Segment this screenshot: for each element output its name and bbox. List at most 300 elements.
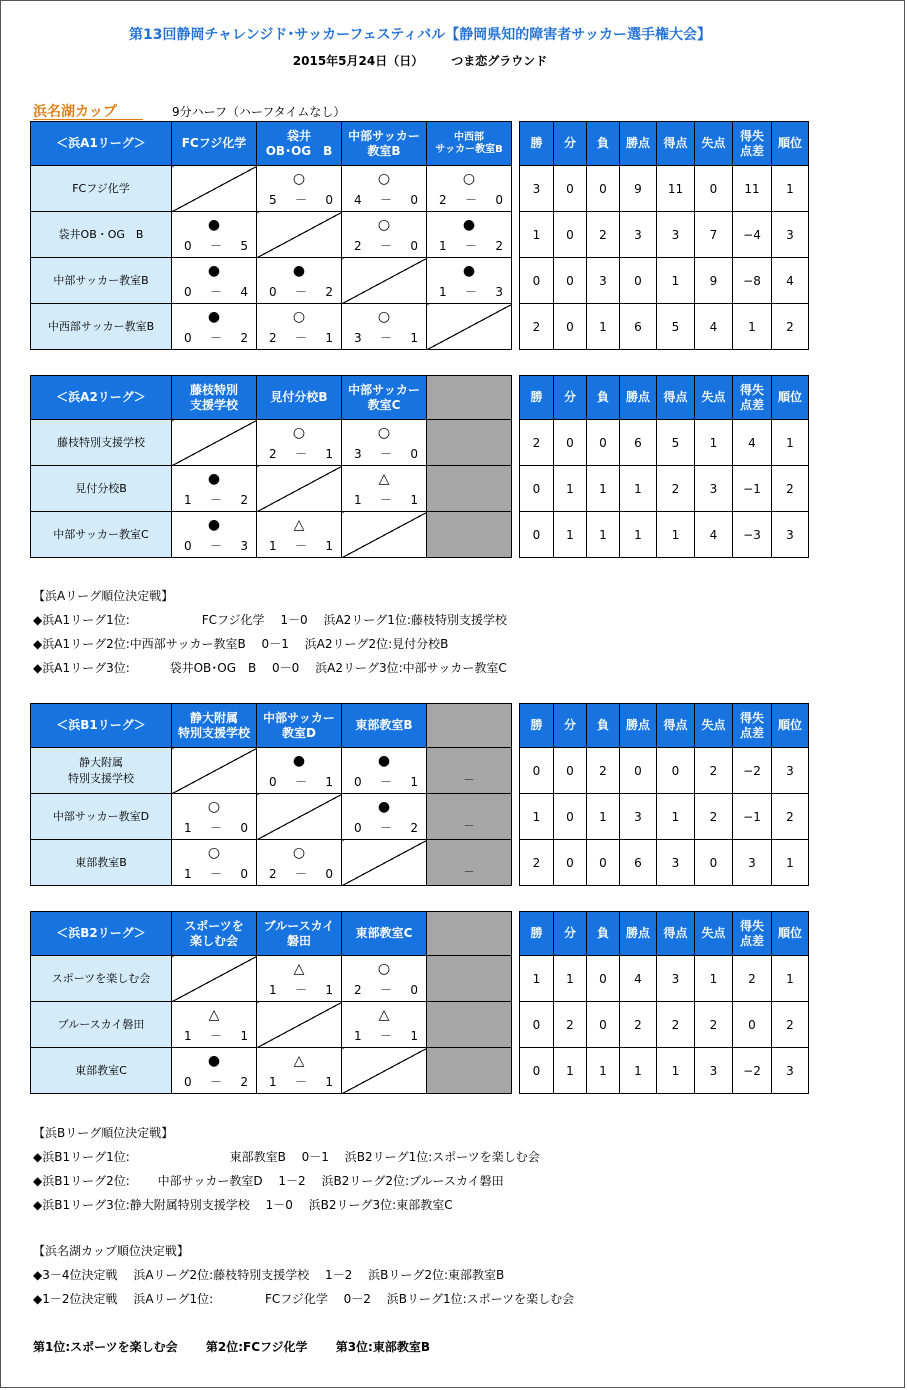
stat-value: 0 — [554, 840, 587, 886]
team-row — [31, 258, 809, 304]
match-score — [257, 861, 341, 881]
stat-value: 0 — [587, 956, 620, 1002]
stat-value: 0 — [554, 420, 587, 466]
match-result — [257, 258, 342, 304]
self-match-diagonal — [257, 466, 342, 512]
team-name: 東部教室B — [31, 840, 172, 886]
score-for: 2 — [354, 982, 362, 997]
column-gap — [512, 420, 520, 466]
stat-value: 1 — [695, 956, 733, 1002]
match-result — [342, 212, 427, 258]
stat-column-header: 得失 点差 — [733, 122, 772, 166]
stat-value: 3 — [657, 956, 695, 1002]
stat-value: 0 — [554, 794, 587, 840]
stat-value: 4 — [620, 956, 657, 1002]
team-name: 中部サッカー教室C — [31, 512, 172, 558]
b-playoff-title: 【浜Bリーグ順位決定戦】 — [33, 1126, 174, 1140]
stat-value: −1 — [733, 794, 772, 840]
score-against: 3 — [240, 538, 248, 553]
result-mark: ● — [377, 798, 391, 815]
match-score — [427, 233, 511, 253]
match-score — [172, 1023, 256, 1043]
score-separator: － — [294, 538, 307, 553]
score-for: 1 — [269, 982, 277, 997]
result-mark: △ — [293, 960, 305, 977]
stat-value: −3 — [733, 512, 772, 558]
stat-value: 3 — [657, 840, 695, 886]
result-mark: ○ — [377, 308, 391, 325]
cup-playoff-row: ◆3－4位決定戦 浜Aリーグ2位:藤枝特別支援学校 1－2 浜Bリーグ2位:東部教室B — [33, 1268, 505, 1282]
score-against: 0 — [240, 820, 248, 835]
score-separator: － — [209, 330, 222, 345]
stat-column-header: 失点 — [695, 704, 733, 748]
match-score — [342, 187, 426, 207]
column-gap — [512, 512, 520, 558]
match-score — [342, 487, 426, 507]
stat-value: 2 — [772, 1002, 809, 1048]
opponent-column-header: 中部サッカー 教室B — [342, 122, 427, 166]
stat-column-header: 得点 — [657, 912, 695, 956]
score-for: 1 — [184, 820, 192, 835]
column-gap — [512, 748, 520, 794]
stat-value: 5 — [657, 304, 695, 350]
self-match-diagonal — [257, 212, 342, 258]
match-result — [172, 1002, 257, 1048]
score-separator: － — [379, 1028, 392, 1043]
stat-value: 3 — [620, 794, 657, 840]
match-result — [172, 212, 257, 258]
score-against: 2 — [240, 492, 248, 507]
team-name: ブルースカイ磐田 — [31, 1002, 172, 1048]
empty-cell — [427, 1002, 512, 1048]
column-gap — [512, 376, 520, 420]
stat-value: 1 — [620, 1048, 657, 1094]
match-score — [342, 769, 426, 789]
a-playoff-section — [33, 584, 507, 680]
score-separator: － — [379, 492, 392, 507]
team-name: 静大附属 特別支援学校 — [31, 748, 172, 794]
match-score — [257, 441, 341, 461]
team-name: 見付分校B — [31, 466, 172, 512]
stat-value: 1 — [620, 466, 657, 512]
stat-value: 0 — [587, 166, 620, 212]
league-header-row — [31, 376, 809, 420]
score-against: 0 — [240, 866, 248, 881]
match-score — [172, 325, 256, 345]
score-against: 1 — [325, 446, 333, 461]
match-result — [427, 166, 512, 212]
stat-value: 2 — [772, 304, 809, 350]
score-against: 0 — [410, 982, 418, 997]
score-against: 1 — [325, 1074, 333, 1089]
stat-value: 3 — [695, 1048, 733, 1094]
stat-value: 1 — [657, 1048, 695, 1094]
stat-value: 3 — [620, 212, 657, 258]
a-playoff-row: ◆浜A1リーグ2位:中西部サッカー教室B 0－1 浜A2リーグ2位:見付分校B — [33, 637, 449, 651]
score-separator: － — [379, 774, 392, 789]
score-for: 1 — [439, 238, 447, 253]
score-for: 0 — [184, 1074, 192, 1089]
team-name: 中西部サッカー教室B — [31, 304, 172, 350]
self-match-diagonal — [342, 512, 427, 558]
stat-value: 1 — [695, 420, 733, 466]
opponent-column-header: 袋井 OB･OG B — [257, 122, 342, 166]
empty-cell — [427, 466, 512, 512]
self-match-diagonal — [257, 1002, 342, 1048]
match-score — [257, 187, 341, 207]
score-separator: － — [294, 284, 307, 299]
match-result — [172, 512, 257, 558]
score-separator: － — [294, 330, 307, 345]
match-score — [172, 533, 256, 553]
match-score — [342, 441, 426, 461]
stat-column-header: 順位 — [772, 122, 809, 166]
score-for: 0 — [269, 774, 277, 789]
result-mark: △ — [293, 1052, 305, 1069]
stat-value: 1 — [772, 166, 809, 212]
stat-value: 0 — [520, 1048, 554, 1094]
cup-title-underline — [33, 119, 143, 120]
match-score — [427, 279, 511, 299]
empty-cell — [427, 748, 512, 794]
team-name: FCフジ化学 — [31, 166, 172, 212]
event-date: 2015年5月24日（日） — [292, 54, 424, 68]
a-playoff-row: ◆浜A1リーグ1位: FCフジ化学 1－0 浜A2リーグ1位:藤枝特別支援学校 — [33, 613, 507, 627]
match-score — [342, 1023, 426, 1043]
stat-value: 4 — [695, 304, 733, 350]
column-gap — [512, 1002, 520, 1048]
self-match-diagonal — [172, 166, 257, 212]
stat-value: 1 — [520, 794, 554, 840]
page-title: 第13回静岡チャレンジド･サッカーフェスティバル【静岡県知的障害者サッカー選手権大会】 — [129, 27, 711, 43]
score-separator: － — [379, 238, 392, 253]
result-mark: ○ — [207, 844, 221, 861]
column-gap — [512, 912, 520, 956]
stat-value: 1 — [587, 794, 620, 840]
score-against: 2 — [495, 238, 503, 253]
stat-value: 2 — [587, 748, 620, 794]
score-separator: － — [209, 284, 222, 299]
stat-value: 3 — [520, 166, 554, 212]
stat-value: −2 — [733, 1048, 772, 1094]
stat-value: 4 — [733, 420, 772, 466]
match-score — [427, 187, 511, 207]
stat-value: 1 — [657, 512, 695, 558]
score-separator: － — [209, 238, 222, 253]
opponent-column-header: 中部サッカー 教室D — [257, 704, 342, 748]
stat-value: 1 — [587, 512, 620, 558]
result-mark: ● — [207, 262, 221, 279]
league-table — [30, 911, 809, 1094]
cup-playoff-row: ◆1－2位決定戦 浜Aリーグ1位: FCフジ化学 0－2 浜Bリーグ1位:スポーツを楽しむ会 — [33, 1292, 575, 1306]
b-playoff-row: ◆浜B1リーグ1位: 東部教室B 0－1 浜B2リーグ1位:スポーツを楽しむ会 — [33, 1150, 540, 1164]
opponent-column-header: 藤枝特別 支援学校 — [172, 376, 257, 420]
stat-value: 0 — [733, 1002, 772, 1048]
stat-value: 2 — [520, 420, 554, 466]
result-mark: ● — [462, 262, 476, 279]
score-against: 1 — [325, 330, 333, 345]
match-score — [172, 861, 256, 881]
match-score — [257, 977, 341, 997]
league-header-row — [31, 912, 809, 956]
league-name: ＜浜B2リーグ＞ — [31, 912, 172, 956]
stat-value: −4 — [733, 212, 772, 258]
league-table — [30, 703, 809, 886]
team-row — [31, 1002, 809, 1048]
stat-value: 3 — [587, 258, 620, 304]
b-playoff-row: ◆浜B1リーグ2位: 中部サッカー教室D 1－2 浜B2リーグ2位:ブルースカイ磐田 — [33, 1174, 504, 1188]
score-for: 1 — [439, 284, 447, 299]
score-for: 3 — [354, 330, 362, 345]
stat-column-header: 分 — [554, 122, 587, 166]
result-mark: ● — [462, 216, 476, 233]
opponent-column-header: 東部教室C — [342, 912, 427, 956]
score-for: 2 — [439, 192, 447, 207]
score-separator: － — [294, 192, 307, 207]
empty-column-header — [427, 704, 512, 748]
match-result — [342, 794, 427, 840]
self-match-diagonal — [342, 258, 427, 304]
match-result — [257, 420, 342, 466]
score-against: 2 — [240, 330, 248, 345]
stat-value: 1 — [620, 512, 657, 558]
stat-value: 0 — [554, 212, 587, 258]
empty-cell — [427, 1048, 512, 1094]
score-against: 2 — [410, 820, 418, 835]
column-gap — [512, 794, 520, 840]
score-separator: － — [209, 1074, 222, 1089]
score-against: 2 — [240, 1074, 248, 1089]
stat-column-header: 得点 — [657, 122, 695, 166]
stat-value: 0 — [554, 748, 587, 794]
stat-value: 3 — [772, 512, 809, 558]
empty-column-header — [427, 376, 512, 420]
stat-value: 1 — [587, 466, 620, 512]
column-gap — [512, 304, 520, 350]
match-result — [342, 466, 427, 512]
result-mark: ○ — [377, 216, 391, 233]
empty-cell — [427, 512, 512, 558]
stat-value: −2 — [733, 748, 772, 794]
stat-value: 1 — [772, 956, 809, 1002]
stat-value: 9 — [695, 258, 733, 304]
stat-column-header: 分 — [554, 376, 587, 420]
stat-column-header: 勝 — [520, 704, 554, 748]
stat-value: 1 — [657, 258, 695, 304]
stat-column-header: 分 — [554, 704, 587, 748]
event-date-venue — [0, 52, 840, 69]
score-against: 5 — [240, 238, 248, 253]
team-row — [31, 956, 809, 1002]
match-result — [172, 258, 257, 304]
team-row — [31, 794, 809, 840]
stat-value: 3 — [772, 748, 809, 794]
opponent-column-header: FCフジ化学 — [172, 122, 257, 166]
stat-column-header: 勝点 — [620, 122, 657, 166]
opponent-column-header: 静大附属 特別支援学校 — [172, 704, 257, 748]
stat-column-header: 得点 — [657, 704, 695, 748]
stat-column-header: 得失 点差 — [733, 376, 772, 420]
result-mark: ○ — [377, 960, 391, 977]
result-mark: ● — [207, 1052, 221, 1069]
score-separator: － — [294, 866, 307, 881]
cup-playoff-section — [33, 1239, 574, 1311]
stat-value: 3 — [695, 466, 733, 512]
match-score — [257, 279, 341, 299]
match-result — [342, 1002, 427, 1048]
stat-value: 0 — [620, 258, 657, 304]
score-against: 1 — [240, 1028, 248, 1043]
stat-value: 3 — [733, 840, 772, 886]
stat-value: 0 — [520, 512, 554, 558]
score-against: 1 — [325, 982, 333, 997]
cup-title: 浜名湖カップ — [33, 104, 117, 120]
stat-column-header: 得失 点差 — [733, 704, 772, 748]
column-gap — [512, 258, 520, 304]
score-for: 5 — [269, 192, 277, 207]
column-gap — [512, 1048, 520, 1094]
score-against: 1 — [410, 1028, 418, 1043]
cup-playoff-title: 【浜名湖カップ順位決定戦】 — [33, 1244, 189, 1258]
score-for: 4 — [354, 192, 362, 207]
stat-value: 2 — [695, 748, 733, 794]
result-mark: △ — [378, 1006, 390, 1023]
result-mark: ○ — [292, 844, 306, 861]
stat-value: 3 — [772, 212, 809, 258]
stat-value: 2 — [772, 466, 809, 512]
match-result — [342, 166, 427, 212]
score-for: 1 — [184, 866, 192, 881]
column-gap — [512, 212, 520, 258]
result-mark: ● — [292, 262, 306, 279]
score-against: 1 — [410, 492, 418, 507]
result-mark: ● — [207, 516, 221, 533]
stat-value: 0 — [554, 258, 587, 304]
stat-value: 0 — [620, 748, 657, 794]
match-score — [342, 977, 426, 997]
result-mark: △ — [208, 1006, 220, 1023]
stat-column-header: 負 — [587, 704, 620, 748]
score-for: 1 — [354, 1028, 362, 1043]
stat-value: 6 — [620, 840, 657, 886]
stat-value: 2 — [587, 212, 620, 258]
score-for: 3 — [354, 446, 362, 461]
stat-value: 1 — [587, 304, 620, 350]
match-score — [257, 1069, 341, 1089]
stat-column-header: 分 — [554, 912, 587, 956]
a-playoff-title: 【浜Aリーグ順位決定戦】 — [33, 589, 174, 603]
score-for: 0 — [354, 774, 362, 789]
stat-value: 1 — [554, 512, 587, 558]
opponent-column-header: スポーツを 楽しむ会 — [172, 912, 257, 956]
stat-column-header: 順位 — [772, 376, 809, 420]
score-against: 0 — [325, 866, 333, 881]
score-for: 1 — [269, 538, 277, 553]
match-result — [172, 794, 257, 840]
match-result — [257, 166, 342, 212]
stat-column-header: 得失 点差 — [733, 912, 772, 956]
score-separator: － — [209, 492, 222, 507]
column-gap — [512, 840, 520, 886]
stat-value: 4 — [772, 258, 809, 304]
stat-column-header: 得点 — [657, 376, 695, 420]
score-separator: － — [464, 238, 477, 253]
opponent-column-header: 中部サッカー 教室C — [342, 376, 427, 420]
stat-value: 0 — [520, 466, 554, 512]
match-result — [257, 512, 342, 558]
team-row — [31, 1048, 809, 1094]
stat-value: 1 — [587, 1048, 620, 1094]
stat-value: 1 — [772, 840, 809, 886]
no-match-dash: － — [463, 773, 475, 786]
stat-value: 2 — [733, 956, 772, 1002]
empty-cell — [427, 420, 512, 466]
empty-cell — [427, 840, 512, 886]
team-row — [31, 748, 809, 794]
stat-value: 0 — [695, 166, 733, 212]
column-gap — [512, 956, 520, 1002]
stat-column-header: 勝点 — [620, 704, 657, 748]
league-name: ＜浜A2リーグ＞ — [31, 376, 172, 420]
score-against: 1 — [325, 538, 333, 553]
stat-value: 1 — [520, 956, 554, 1002]
stat-value: 0 — [520, 258, 554, 304]
stat-value: 7 — [695, 212, 733, 258]
self-match-diagonal — [172, 748, 257, 794]
team-row — [31, 420, 809, 466]
match-result — [342, 420, 427, 466]
stat-value: 1 — [733, 304, 772, 350]
stat-column-header: 勝 — [520, 376, 554, 420]
team-row — [31, 466, 809, 512]
stat-value: 0 — [520, 748, 554, 794]
match-result — [257, 840, 342, 886]
result-mark: ○ — [462, 170, 476, 187]
match-result — [342, 748, 427, 794]
score-for: 0 — [184, 538, 192, 553]
stat-column-header: 負 — [587, 376, 620, 420]
stat-value: 0 — [587, 420, 620, 466]
match-score — [172, 815, 256, 835]
score-for: 2 — [269, 330, 277, 345]
stat-value: 1 — [772, 420, 809, 466]
cup-note: 9分ハーフ（ハーフタイムなし） — [172, 105, 346, 119]
stat-column-header: 失点 — [695, 122, 733, 166]
stat-column-header: 負 — [587, 912, 620, 956]
team-name: 藤枝特別支援学校 — [31, 420, 172, 466]
team-name: 袋井OB・OG B — [31, 212, 172, 258]
self-match-diagonal — [342, 1048, 427, 1094]
stat-value: 0 — [587, 840, 620, 886]
score-for: 0 — [354, 820, 362, 835]
match-score — [257, 769, 341, 789]
score-for: 0 — [184, 238, 192, 253]
stat-column-header: 勝 — [520, 912, 554, 956]
match-result — [427, 212, 512, 258]
stat-value: 0 — [554, 304, 587, 350]
stat-value: 0 — [520, 1002, 554, 1048]
stat-value: 1 — [520, 212, 554, 258]
no-match-dash: － — [463, 865, 475, 878]
league-name: ＜浜B1リーグ＞ — [31, 704, 172, 748]
stat-column-header: 順位 — [772, 704, 809, 748]
stat-column-header: 勝点 — [620, 912, 657, 956]
match-score — [257, 325, 341, 345]
result-mark: ○ — [292, 308, 306, 325]
no-match-dash: － — [463, 819, 475, 832]
score-separator: － — [209, 820, 222, 835]
score-separator: － — [209, 1028, 222, 1043]
